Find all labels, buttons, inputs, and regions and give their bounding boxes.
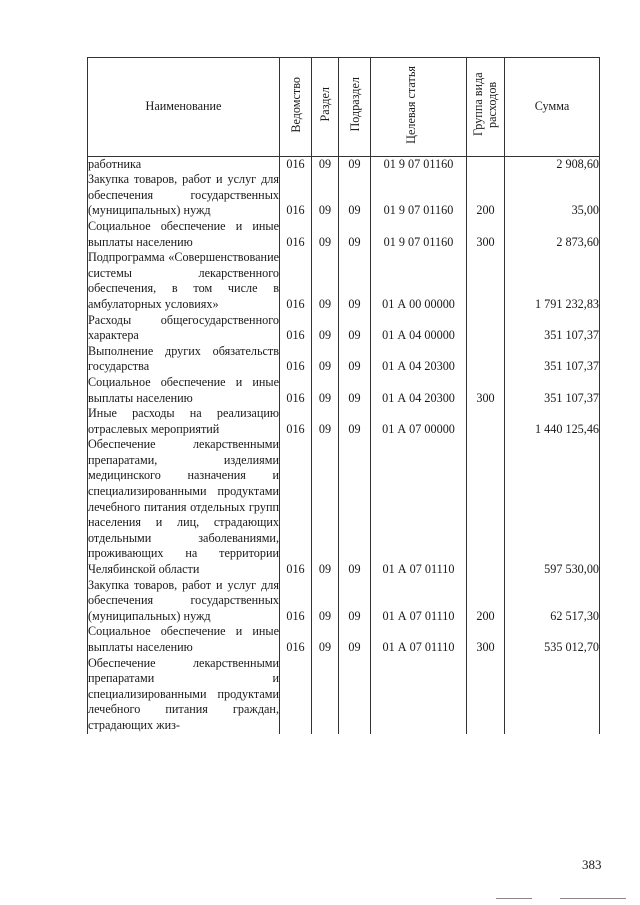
- row-target-article-cell: 01 А 07 00000: [371, 406, 467, 437]
- row-amount-cell: 35,00: [505, 172, 600, 219]
- row-amount-cell: 351 107,37: [505, 375, 600, 406]
- row-section-cell: 09: [312, 406, 339, 437]
- row-department-cell: 016: [280, 250, 312, 312]
- row-expense-group-cell: [467, 344, 505, 375]
- row-section-cell: 09: [312, 219, 339, 250]
- row-subsection-cell: 09: [339, 219, 371, 250]
- row-expense-group-cell: [467, 437, 505, 577]
- header-section: Раздел: [312, 58, 339, 157]
- row-subsection-cell: 09: [339, 156, 371, 172]
- row-expense-group-cell: 200: [467, 578, 505, 625]
- table-body: [88, 156, 600, 733]
- row-expense-group-cell: 200: [467, 172, 505, 219]
- row-section-cell: 09: [312, 172, 339, 219]
- row-department-cell: 016: [280, 437, 312, 577]
- table-row: [88, 656, 600, 734]
- row-amount-cell: 1 791 232,83: [505, 250, 600, 312]
- row-name-cell: Выполнение других обязательств государства: [88, 343, 279, 374]
- row-target-article-cell: 01 А 04 20300: [371, 344, 467, 375]
- row-subsection-cell: 09: [339, 624, 371, 655]
- header-amount: Сумма: [505, 58, 600, 157]
- row-amount-cell: 2 873,60: [505, 219, 600, 250]
- row-expense-group-cell: 300: [467, 219, 505, 250]
- row-target-article-cell: 01 9 07 01160: [371, 172, 467, 219]
- row-amount-cell: 2 908,60: [505, 156, 600, 172]
- row-department-cell: 016: [280, 172, 312, 219]
- header-target-article: Целевая статья: [371, 58, 467, 157]
- row-department-cell: 016: [280, 219, 312, 250]
- row-department-cell: 016: [280, 375, 312, 406]
- row-expense-group-cell: 300: [467, 375, 505, 406]
- row-department-cell: 016: [280, 344, 312, 375]
- row-department-cell: 016: [280, 624, 312, 655]
- row-name-cell: Расходы общегосударственного характера: [88, 312, 279, 343]
- row-subsection-cell: 09: [339, 578, 371, 625]
- table-row: [88, 156, 600, 172]
- row-section-cell: 09: [312, 344, 339, 375]
- row-department-cell: 016: [280, 406, 312, 437]
- table-row: [88, 219, 600, 250]
- row-department-cell: 016: [280, 156, 312, 172]
- table-row: [88, 313, 600, 344]
- table-header-row: [88, 58, 600, 157]
- row-expense-group-cell: [467, 313, 505, 344]
- row-target-article-cell: 01 А 07 01110: [371, 437, 467, 577]
- row-target-article-cell: 01 9 07 01160: [371, 156, 467, 172]
- header-department: Ведомство: [280, 58, 312, 157]
- row-target-article-cell: 01 9 07 01160: [371, 219, 467, 250]
- row-department-cell: 016: [280, 313, 312, 344]
- row-amount-cell: 351 107,37: [505, 313, 600, 344]
- row-target-article-cell: 01 А 07 01110: [371, 624, 467, 655]
- row-target-article-cell: 01 А 00 00000: [371, 250, 467, 312]
- row-name-cell: Социальное обеспечение и иные выплаты населению: [88, 624, 279, 654]
- row-expense-group-cell: [467, 656, 505, 734]
- row-section-cell: 09: [312, 313, 339, 344]
- row-target-article-cell: 01 А 07 01110: [371, 578, 467, 625]
- row-section-cell: 09: [312, 156, 339, 172]
- row-name-cell: Социальное обеспечение и иные выплаты населению: [88, 374, 279, 405]
- table-row: [88, 375, 600, 406]
- row-name-cell: Социальное обеспечение и иные выплаты населению: [88, 218, 279, 249]
- row-expense-group-cell: [467, 156, 505, 172]
- table-row: [88, 624, 600, 655]
- row-expense-group-cell: 300: [467, 624, 505, 655]
- row-section-cell: 09: [312, 437, 339, 577]
- table-row: [88, 437, 600, 577]
- row-subsection-cell: 09: [339, 406, 371, 437]
- row-name-cell: Закупка товаров, работ и услуг для обеспечения государственных (муниципальных) нужд: [88, 577, 279, 623]
- row-name-cell: Обеспечение лекарственными препаратами и специализированными продуктами лечебного питания граждан, страдающих жиз-: [88, 655, 279, 732]
- row-amount-cell: 535 012,70: [505, 624, 600, 655]
- row-department-cell: 016: [280, 578, 312, 625]
- row-subsection-cell: 09: [339, 172, 371, 219]
- row-name-cell: работника: [88, 156, 280, 172]
- row-amount-cell: 1 440 125,46: [505, 406, 600, 437]
- row-subsection-cell: 09: [339, 344, 371, 375]
- row-amount-cell: 62 517,30: [505, 578, 600, 625]
- table-row: [88, 578, 600, 625]
- header-expense-group: Группа вида расходов: [467, 58, 505, 157]
- row-section-cell: 09: [312, 250, 339, 312]
- row-name-cell: Закупка товаров, работ и услуг для обеспечения государственных (муниципальных) нужд: [88, 172, 279, 218]
- row-target-article-cell: [371, 656, 467, 734]
- row-amount-cell: [505, 656, 600, 734]
- row-amount-cell: 351 107,37: [505, 344, 600, 375]
- header-subsection: Подраздел: [339, 58, 371, 157]
- row-subsection-cell: [339, 656, 371, 734]
- header-name: Наименование: [88, 58, 280, 157]
- row-subsection-cell: 09: [339, 313, 371, 344]
- row-amount-cell: 597 530,00: [505, 437, 600, 577]
- table-row: [88, 344, 600, 375]
- budget-table: [87, 57, 600, 734]
- row-section-cell: 09: [312, 578, 339, 625]
- row-expense-group-cell: [467, 250, 505, 312]
- row-section-cell: 09: [312, 375, 339, 406]
- footer-divider: [560, 898, 626, 899]
- table-row: [88, 250, 600, 312]
- table-row: [88, 172, 600, 219]
- row-target-article-cell: 01 А 04 20300: [371, 375, 467, 406]
- row-section-cell: 09: [312, 624, 339, 655]
- row-name-cell: Подпрограмма «Совершенствование системы лекарственного обеспечения, в том числе в амбулаторных условиях»: [88, 250, 279, 311]
- row-section-cell: [312, 656, 339, 734]
- row-expense-group-cell: [467, 406, 505, 437]
- footer-divider: [496, 898, 532, 899]
- row-target-article-cell: 01 А 04 00000: [371, 313, 467, 344]
- table-row: [88, 406, 600, 437]
- page-number: 383: [582, 857, 602, 872]
- row-subsection-cell: 09: [339, 250, 371, 312]
- row-subsection-cell: 09: [339, 437, 371, 577]
- row-name-cell: Обеспечение лекарственными препаратами, изделиями медицинского назначения и специализированными продуктами лечебного питания отдельных групп населения и лиц, страдающих отдельными заболеваниями, проживающих на территории Челябинской области: [88, 437, 279, 577]
- row-subsection-cell: 09: [339, 375, 371, 406]
- row-name-cell: Иные расходы на реализацию отраслевых мероприятий: [88, 406, 279, 436]
- row-department-cell: [280, 656, 312, 734]
